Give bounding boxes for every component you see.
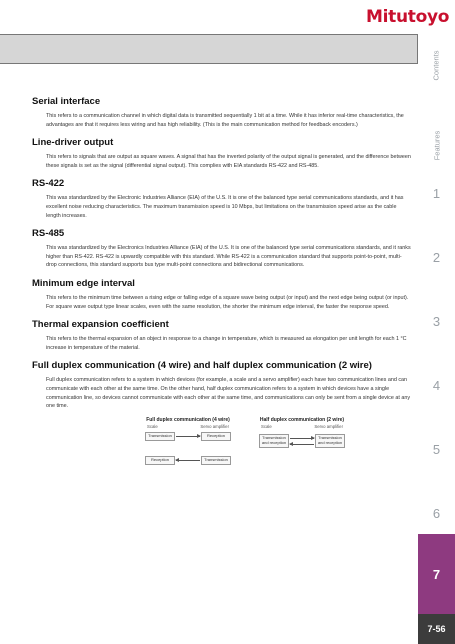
tab-chapter-5[interactable]: 5 — [432, 441, 441, 457]
section-body: Full duplex communication refers to a system in which devices (for example, a scale and a servo amplifier) each have two communication lines and can communicate with each other at the same time. On the other hand, half duplex communication refers to a system in which devices have a single communication line, so devices cannot communicate with each other at the same time, and communications can only be sent from a single device at any one time. — [46, 377, 411, 410]
tab-chapter-4[interactable]: 4 — [432, 377, 441, 393]
mitutoyo-logo: Mitutoyo — [366, 7, 450, 27]
section-rs-485 — [32, 228, 412, 270]
section-body: This was standardized by the Electronic Industries Alliance (EIA) of the U.S. It is one of the balanced type serial communications standards, and it has excellent noise reducing characteristics. The maximum transmission speed is 10 Mbps, but limitations on the transmission speed arise as the cable length increases. — [46, 195, 404, 219]
tab-chapter-1[interactable]: 1 — [432, 185, 441, 201]
section-title: Full duplex communication (4 wire) and half duplex communication (2 wire) — [32, 360, 372, 372]
section-line-driver-output — [32, 137, 412, 170]
section-body: This refers to the minimum time between a rising edge or falling edge of a square wave being output (or input) and the next edge being output (or input). For square wave output type linear scales, even with the same resolution, the shorter the minimum edge interval, the faster the response speed. — [46, 294, 409, 310]
diagram-col-servo: Servo amplifier — [314, 423, 343, 429]
tab-contents-label: Contents — [432, 49, 441, 81]
tab-contents[interactable] — [418, 34, 455, 96]
section-serial-interface — [32, 96, 412, 129]
section-title: RS-485 — [32, 228, 65, 240]
arrow-right-icon — [290, 438, 314, 439]
full-row1-right-box: Reception — [201, 432, 231, 441]
glossary-content — [32, 96, 412, 486]
section-minimum-edge-interval — [32, 278, 412, 311]
full-row1-left-box: Transmission — [145, 432, 175, 441]
section-body: This refers to a communication channel in which digital data is transmitted sequentially 1 bit at a time. While it has inferior real-time characteristics, the advantages are that it requires less wiring and has high reliability. (This is the main communication method for feedback encoders.) — [46, 113, 404, 128]
tab-chapter-6[interactable]: 6 — [432, 505, 441, 521]
page-number: 7-56 — [418, 614, 455, 644]
duplex-diagrams — [145, 417, 412, 478]
diagram-col-scale: Scale — [261, 423, 272, 429]
half-duplex-diagram — [259, 417, 345, 478]
section-body: This refers to the thermal expansion of an object in response to a change in temperature, which is measured as elongation per unit length for each 1 °C increase in temperature of the material. — [46, 336, 407, 351]
diagram-title: Full duplex communication (4 wire) — [146, 416, 230, 423]
header-bar — [0, 34, 418, 64]
tab-chapter-2[interactable]: 2 — [432, 249, 441, 265]
full-duplex-diagram — [145, 417, 231, 478]
diagram-title: Half duplex communication (2 wire) — [259, 416, 345, 423]
section-title: Line-driver output — [32, 137, 114, 149]
tab-chapter-3[interactable]: 3 — [432, 313, 441, 329]
arrow-right-icon — [176, 436, 200, 437]
full-row2-right-box: Transmission — [201, 456, 231, 465]
tab-chapter-7[interactable]: 7 — [418, 534, 455, 614]
section-title: Minimum edge interval — [32, 277, 135, 289]
section-title: RS-422 — [32, 178, 65, 190]
half-right-box: Transmission and reception — [315, 434, 345, 448]
tab-features[interactable] — [418, 114, 455, 176]
section-thermal-expansion — [32, 319, 412, 352]
diagram-col-scale: Scale — [147, 423, 158, 429]
section-body: This refers to signals that are output as square waves. A signal that has the inverted polarity of the output signal is generated, and the difference between these signals is set as the signal (differential signal output). This complies with EIA standards RS-422 and RS-485. — [46, 154, 411, 169]
section-title: Serial interface — [32, 96, 101, 107]
section-duplex-communication — [32, 360, 412, 477]
chapter-sidebar — [418, 34, 455, 644]
arrow-left-icon — [176, 460, 200, 461]
full-row2-left-box: Reception — [145, 456, 175, 465]
section-title: Thermal expansion coefficient — [32, 319, 169, 331]
tab-features-label: Features — [431, 130, 441, 160]
arrow-left-icon — [290, 444, 314, 445]
diagram-col-servo: Servo amplifier — [200, 423, 229, 429]
section-rs-422 — [32, 178, 412, 220]
section-body: This was standardized by the Electronics Industries Alliance (EIA) of the U.S. It is one of the balanced type serial communications standards, and it ranks higher than RS-422. RS-422 is upwardly compatible with this standard. While RS-422 is a communication standard that supports point-to-point, multi-drop connections, this standard supports bus type multi-point connections and bidirectional communications. — [46, 245, 411, 269]
half-left-box: Transmission and reception — [259, 434, 289, 448]
